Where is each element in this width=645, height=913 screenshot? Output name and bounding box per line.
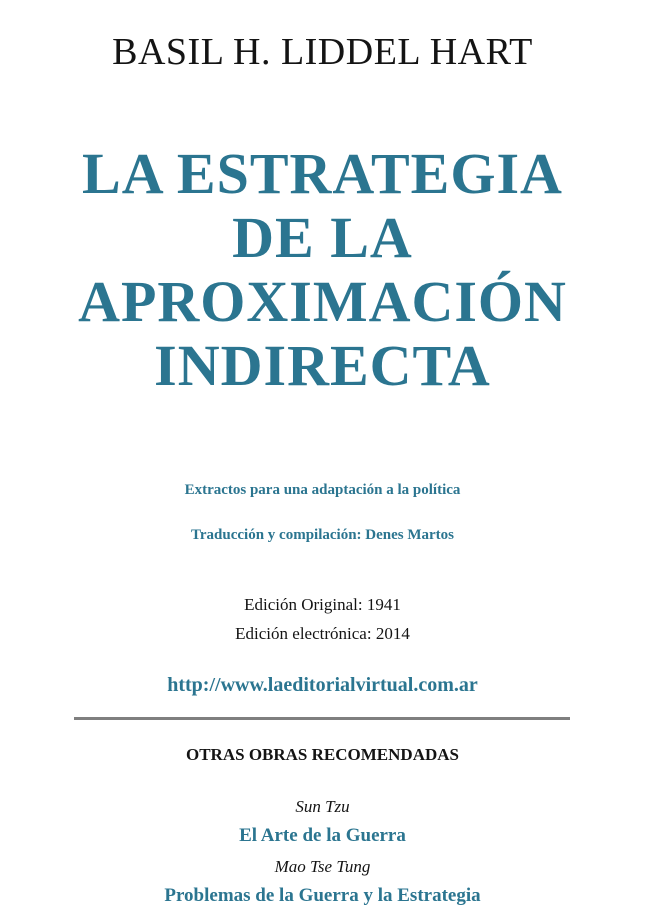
title-line-1: LA ESTRATEGIA bbox=[82, 141, 563, 206]
work-author-1: Sun Tzu bbox=[295, 797, 350, 816]
title-line-2: DE LA bbox=[232, 205, 413, 270]
translation-credit: Traducción y compilación: Denes Martos bbox=[190, 527, 455, 543]
work-author-2: Mao Tse Tung bbox=[274, 857, 371, 876]
title-line-3: APROXIMACIÓN bbox=[78, 269, 567, 334]
book-author: BASIL H. LIDDEL HART bbox=[112, 31, 533, 73]
book-subtitle: Extractos para una adaptación a la política bbox=[184, 482, 461, 498]
book-title bbox=[0, 142, 645, 398]
work-title-1[interactable]: El Arte de la Guerra bbox=[239, 825, 406, 846]
work-title-2[interactable]: Problemas de la Guerra y la Estrategia bbox=[164, 885, 481, 906]
website-link[interactable]: http://www.laeditorialvirtual.com.ar bbox=[167, 674, 478, 696]
section-divider bbox=[74, 717, 570, 720]
original-edition: Edición Original: 1941 bbox=[244, 595, 401, 614]
title-line-4: INDIRECTA bbox=[154, 333, 491, 398]
electronic-edition: Edición electrónica: 2014 bbox=[235, 624, 410, 643]
other-works-heading: OTRAS OBRAS RECOMENDADAS bbox=[186, 745, 459, 764]
